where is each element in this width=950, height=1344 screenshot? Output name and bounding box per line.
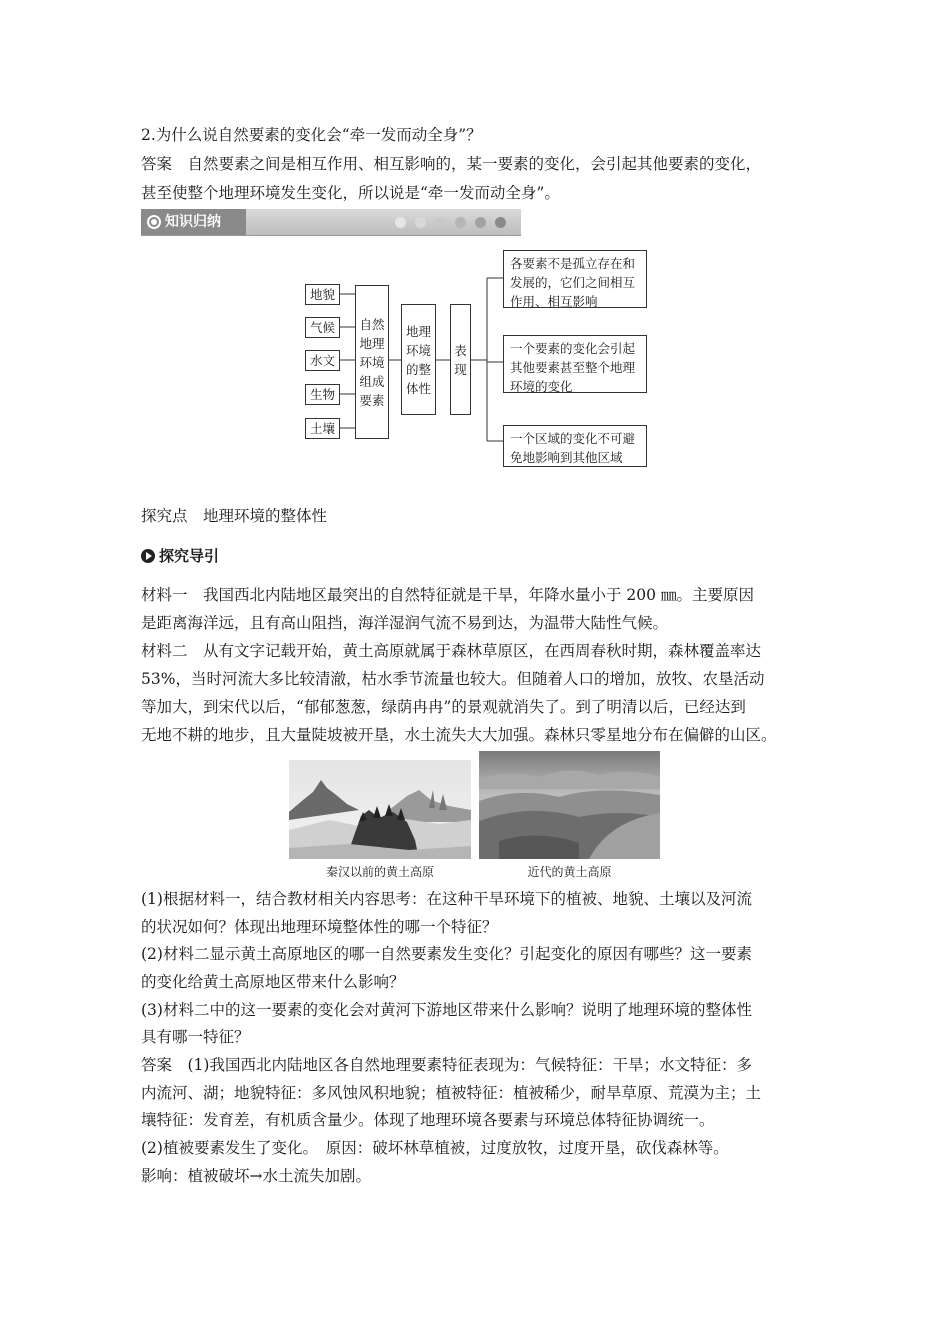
question-line: (3)材料二中的这一要素的变化会对黄河下游地区带来什么影响？说明了地理环境的整体性 [141, 1001, 752, 1019]
answer-line: 壤特征：发育差，有机质含量少。体现了地理环境各要素与环境总体特征协调统一。 [141, 1111, 715, 1129]
guide-heading-text: 探究导引 [159, 547, 220, 565]
material-line: 材料一 我国西北内陆地区最突出的自然特征就是干旱，年降水量小于 200 ㎜。主要原因 [141, 586, 754, 604]
guide-heading [141, 545, 219, 566]
ancient-loess-plateau-painting [289, 760, 471, 859]
element-box-landform: 地貌 [305, 284, 340, 305]
material-line: 材料二 从有文字记载开始，黄土高原就属于森林草原区，在西周春秋时期，森林覆盖率达 [141, 642, 762, 660]
material-line: 等加大，到宋代以后，“郁郁葱葱，绿荫冉冉”的景观就消失了。到了明清以后，已经达到 [141, 698, 746, 716]
modern-photo-caption: 近代的黄土高原 [527, 865, 612, 879]
natural-elements-box [355, 285, 389, 439]
explore-point-title: 探究点 地理环境的整体性 [141, 507, 328, 525]
material-line: 53%，当时河流大多比较清澈，枯水季节流量也较大。但随着人口的增加，放牧、农垦活动 [141, 670, 765, 688]
answer-line: 答案 (1)我国西北内陆地区各自然地理要素特征表现为：气候特征：干旱；水文特征：多 [141, 1056, 752, 1074]
result-box-line: 环境的变化 [510, 379, 573, 394]
result-box-line: 各要素不是孤立存在和 [510, 256, 636, 271]
ancient-photo-caption: 秦汉以前的黄土高原 [325, 865, 434, 879]
result-box-line: 其他要素甚至整个地理 [510, 360, 636, 375]
question-line: 的变化给黄土高原地区带来什么影响？ [141, 973, 405, 991]
question-2-title: 2.为什么说自然要素的变化会“牵一发而动全身”？ [141, 126, 482, 144]
result-box-line: 免地影响到其他区域 [510, 450, 623, 465]
play-circle-icon [141, 549, 155, 563]
integrity-box-line: 环境 [405, 342, 431, 358]
question-2-answer-line-1: 答案 自然要素之间是相互作用、相互影响的，某一要素的变化，会引起其他要素的变化， [141, 155, 762, 173]
question-line: (2)材料二显示黄土高原地区的哪一自然要素发生变化？引起变化的原因有哪些？这一要素 [141, 945, 752, 963]
element-box-biology: 生物 [305, 384, 340, 405]
performance-box [450, 304, 471, 415]
natural-box-line: 要素 [359, 392, 385, 408]
answer-line: 影响：植被破坏→水土流失加剧。 [141, 1167, 371, 1185]
natural-box-line: 组成 [359, 373, 385, 389]
diagram-connectors [0, 0, 950, 500]
result-box-line: 一个要素的变化会引起 [510, 341, 636, 356]
natural-box-line: 自然 [359, 316, 385, 332]
material-line: 无地不耕的地步，且大量陡坡被开垦，水土流失大大加强。森林只零星地分布在偏僻的山区。 [141, 726, 777, 744]
element-box-soil: 土壤 [305, 418, 340, 439]
natural-box-line: 环境 [359, 354, 385, 370]
banner-label: 知识归纳 [165, 214, 221, 230]
question-line: (1)根据材料一，结合教材相关内容思考：在这种干旱环境下的植被、地貌、土壤以及河流 [141, 890, 752, 908]
result-box-line: 发展的，它们之间相互 [510, 275, 636, 290]
integrity-box-line: 的整 [405, 361, 431, 377]
integrity-box-line: 地理 [405, 323, 431, 339]
question-line: 的状况如何？体现出地理环境整体性的哪一个特征？ [141, 918, 498, 936]
question-line: 具有哪一特征？ [141, 1028, 250, 1046]
material-line: 是距离海洋远，且有高山阻挡，海洋湿润气流不易到达，为温带大陆性气候。 [141, 614, 669, 632]
result-box-line: 作用、相互影响 [510, 294, 598, 309]
performance-box-line: 现 [454, 361, 467, 377]
result-box-line: 一个区域的变化不可避 [510, 431, 636, 446]
result-box-interaction [503, 250, 647, 308]
element-box-hydrology: 水文 [305, 350, 340, 371]
result-box-chain-change [503, 335, 647, 393]
result-box-regional-impact [503, 425, 647, 467]
answer-line: 内流河、湖；地貌特征：多风蚀风积地貌；植被特征：植被稀少，耐旱草原、荒漠为主；土 [141, 1084, 762, 1102]
integrity-box-line: 体性 [405, 380, 431, 396]
performance-box-line: 表 [454, 342, 467, 358]
modern-loess-plateau-photo [479, 751, 660, 859]
natural-box-line: 地理 [359, 335, 385, 351]
question-2-answer-line-2: 甚至使整个地理环境发生变化，所以说是“牵一发而动全身”。 [141, 184, 560, 202]
element-box-climate: 气候 [305, 317, 340, 338]
integrity-box [401, 304, 436, 415]
answer-line: (2)植被要素发生了变化。 原因：破坏林草植被，过度放牧，过度开垦，砍伐森林等。 [141, 1139, 729, 1157]
